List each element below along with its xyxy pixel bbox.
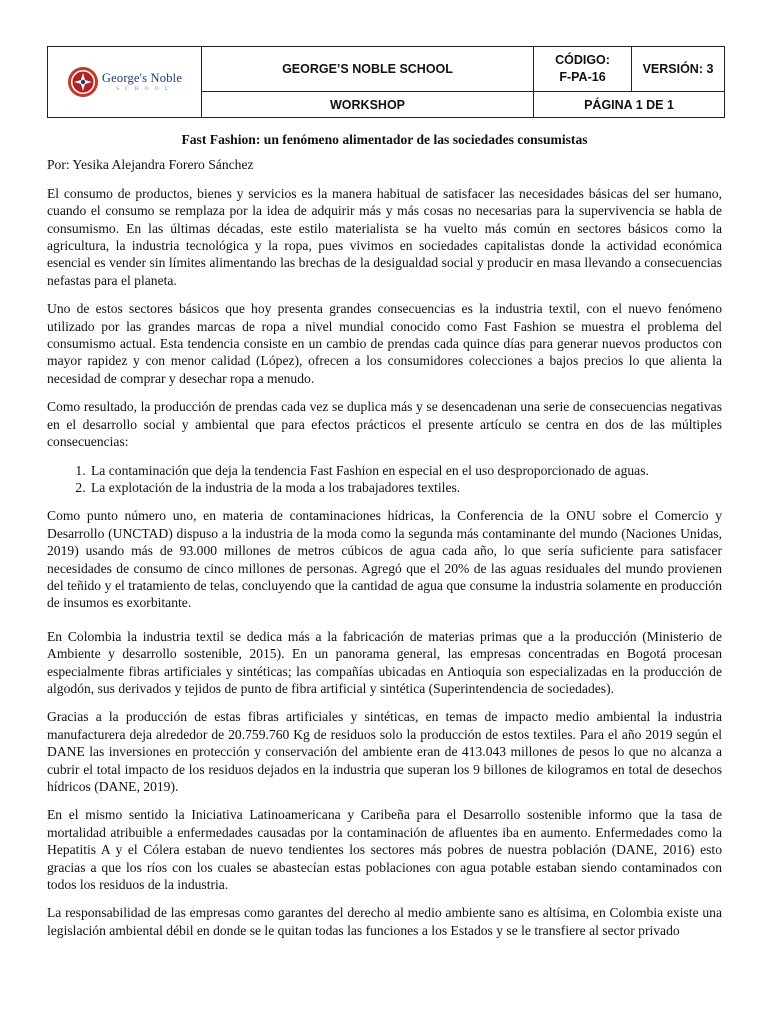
paragraph-3: Como resultado, la producción de prendas cada vez se duplica más y se desencadenan una serie de consecuencias negativas en el desarrollo social y ambiental que para efectos prácticos el presente artículo se centra en dos de las múltiples consecuencias: [47, 399, 722, 450]
paragraph-7: En el mismo sentido la Iniciativa Latinoamericana y Caribeña para el Desarrollo sostenible informo que la tasa de mortalidad atribuible a enfermedades causadas por la contaminación de afluentes iba en aumento. Enfermedades como la Hepatitis A y el Cólera estaban de nuevo tendientes los sectores más pobres de nuestra población (DANE, 2016) esto gracias a que los ríos con los cuales se abastecían estas poblaciones con agua potable estaban siendo contaminados con todos los residuos de la industria. [47, 807, 722, 893]
paragraph-5: En Colombia la industria textil se dedica más a la fabricación de materias primas que a la producción (Ministerio de Ambiente y desarrollo sostenible, 2015). En un panorama general, las empresas concentradas en Bogotá procesan especialmente fibras artificiales y sintéticas; las compañías ubicadas en Antioquia son especializadas en la producción de algodón, sus derivados y tejidos de punto de fibra artificial y sintética (Superintendencia de sociedades). [47, 628, 722, 696]
version: VERSIÓN: 3 [632, 47, 725, 92]
code-cell [534, 47, 632, 92]
header-table [47, 46, 725, 118]
logo-name: George's Noble [101, 70, 183, 85]
school-logo [48, 66, 201, 98]
logo-cell [48, 47, 202, 118]
code-label: CÓDIGO: [555, 53, 610, 67]
page-number: PÁGINA 1 DE 1 [534, 92, 725, 118]
paragraph-2: Uno de estos sectores básicos que hoy presenta grandes consecuencias es la industria textil, con el nuevo fenómeno utilizado por las grandes marcas de ropa a nivel mundial conocido como Fast Fashion se muestra el problema del consumismo actual. Esta tendencia consiste en un cambio de prendas cada quince días para generar nuevos productos con mayor rapidez y con menor calidad (López), ofrecen a los consumidores colecciones a bajos precios lo que alienta la necesidad de comprar y desechar ropa a menudo. [47, 301, 722, 386]
list-item: 1. La contaminación que deja la tendencia Fast Fashion en especial en el uso desproporcionado de aguas. [89, 462, 722, 479]
list-item: 2. La explotación de la industria de la moda a los trabajadores textiles. [89, 479, 722, 496]
article-title: Fast Fashion: un fenómeno alimentador de las sociedades consumistas [181, 132, 588, 147]
consequences-list [47, 462, 722, 497]
school-name: GEORGE’S NOBLE SCHOOL [202, 47, 534, 92]
document-type: WORKSHOP [202, 92, 534, 118]
code-value: F-PA-16 [559, 70, 606, 84]
logo-subtitle: SCHOOL [115, 86, 174, 92]
paragraph-1: El consumo de productos, bienes y servicios es la manera habitual de satisfacer las necesidades básicas del ser humano, cuando el consumo se remplaza por la idea de adquirir más y más cosas no necesarias para la supervivencia se habla de consumismo. En las últimas décadas, este estilo materialista se ha vuelto más común en sectores básicos como la agricultura, la industria tecnológica y la ropa, pues vivimos en sociedades capitalistas donde la actividad económica esencial es vender sin límites alimentando las brechas de la desigualdad social y producir en masa llevando a consecuencias nefastas para el planeta. [47, 185, 722, 288]
school-seal-icon [67, 66, 99, 98]
paragraph-4: Como punto número uno, en materia de contaminaciones hídricas, la Conferencia de la ONU sobre el Comercio y Desarrollo (UNCTAD) dispuso a la industria de la moda como la segunda más contaminante del mundo (Naciones Unidas, 2019) usando más de 93.000 millones de metros cúbicos de agua cada año, lo que sería suficiente para satisfacer necesidades de consumo de cinco millones de personas. Agregó que el 20% de las aguas residuales del mundo provienen del teñido y el tratamiento de telas, concluyendo que la cantidad de agua que consume la industria solamente en producción de insumos es exorbitante. [47, 508, 722, 611]
article-body [47, 131, 722, 950]
paragraph-8: La responsabilidad de las empresas como garantes del derecho al medio ambiente sano es altísima, en Colombia existe una legislación ambiental débil en donde se le quitan todas las funciones a los Estados y se le transfiere al sector privado [47, 905, 722, 938]
article-author: Por: Yesika Alejandra Forero Sánchez [47, 157, 254, 173]
paragraph-6: Gracias a la producción de estas fibras artificiales y sintéticas, en temas de impacto medio ambiental la industria manufacturera deja alrededor de 20.759.760 Kg de residuos solo la producción de estos textiles. Para el año 2019 según el DANE las inversiones en protección y conservación del ambiente eran de 413.043 millones de pesos lo que no alcanza a cubrir el total impacto de los residuos dejados en la industria que superan los 9 billones de kilogramos en total de desechos hídricos (DANE, 2019). [47, 709, 722, 794]
